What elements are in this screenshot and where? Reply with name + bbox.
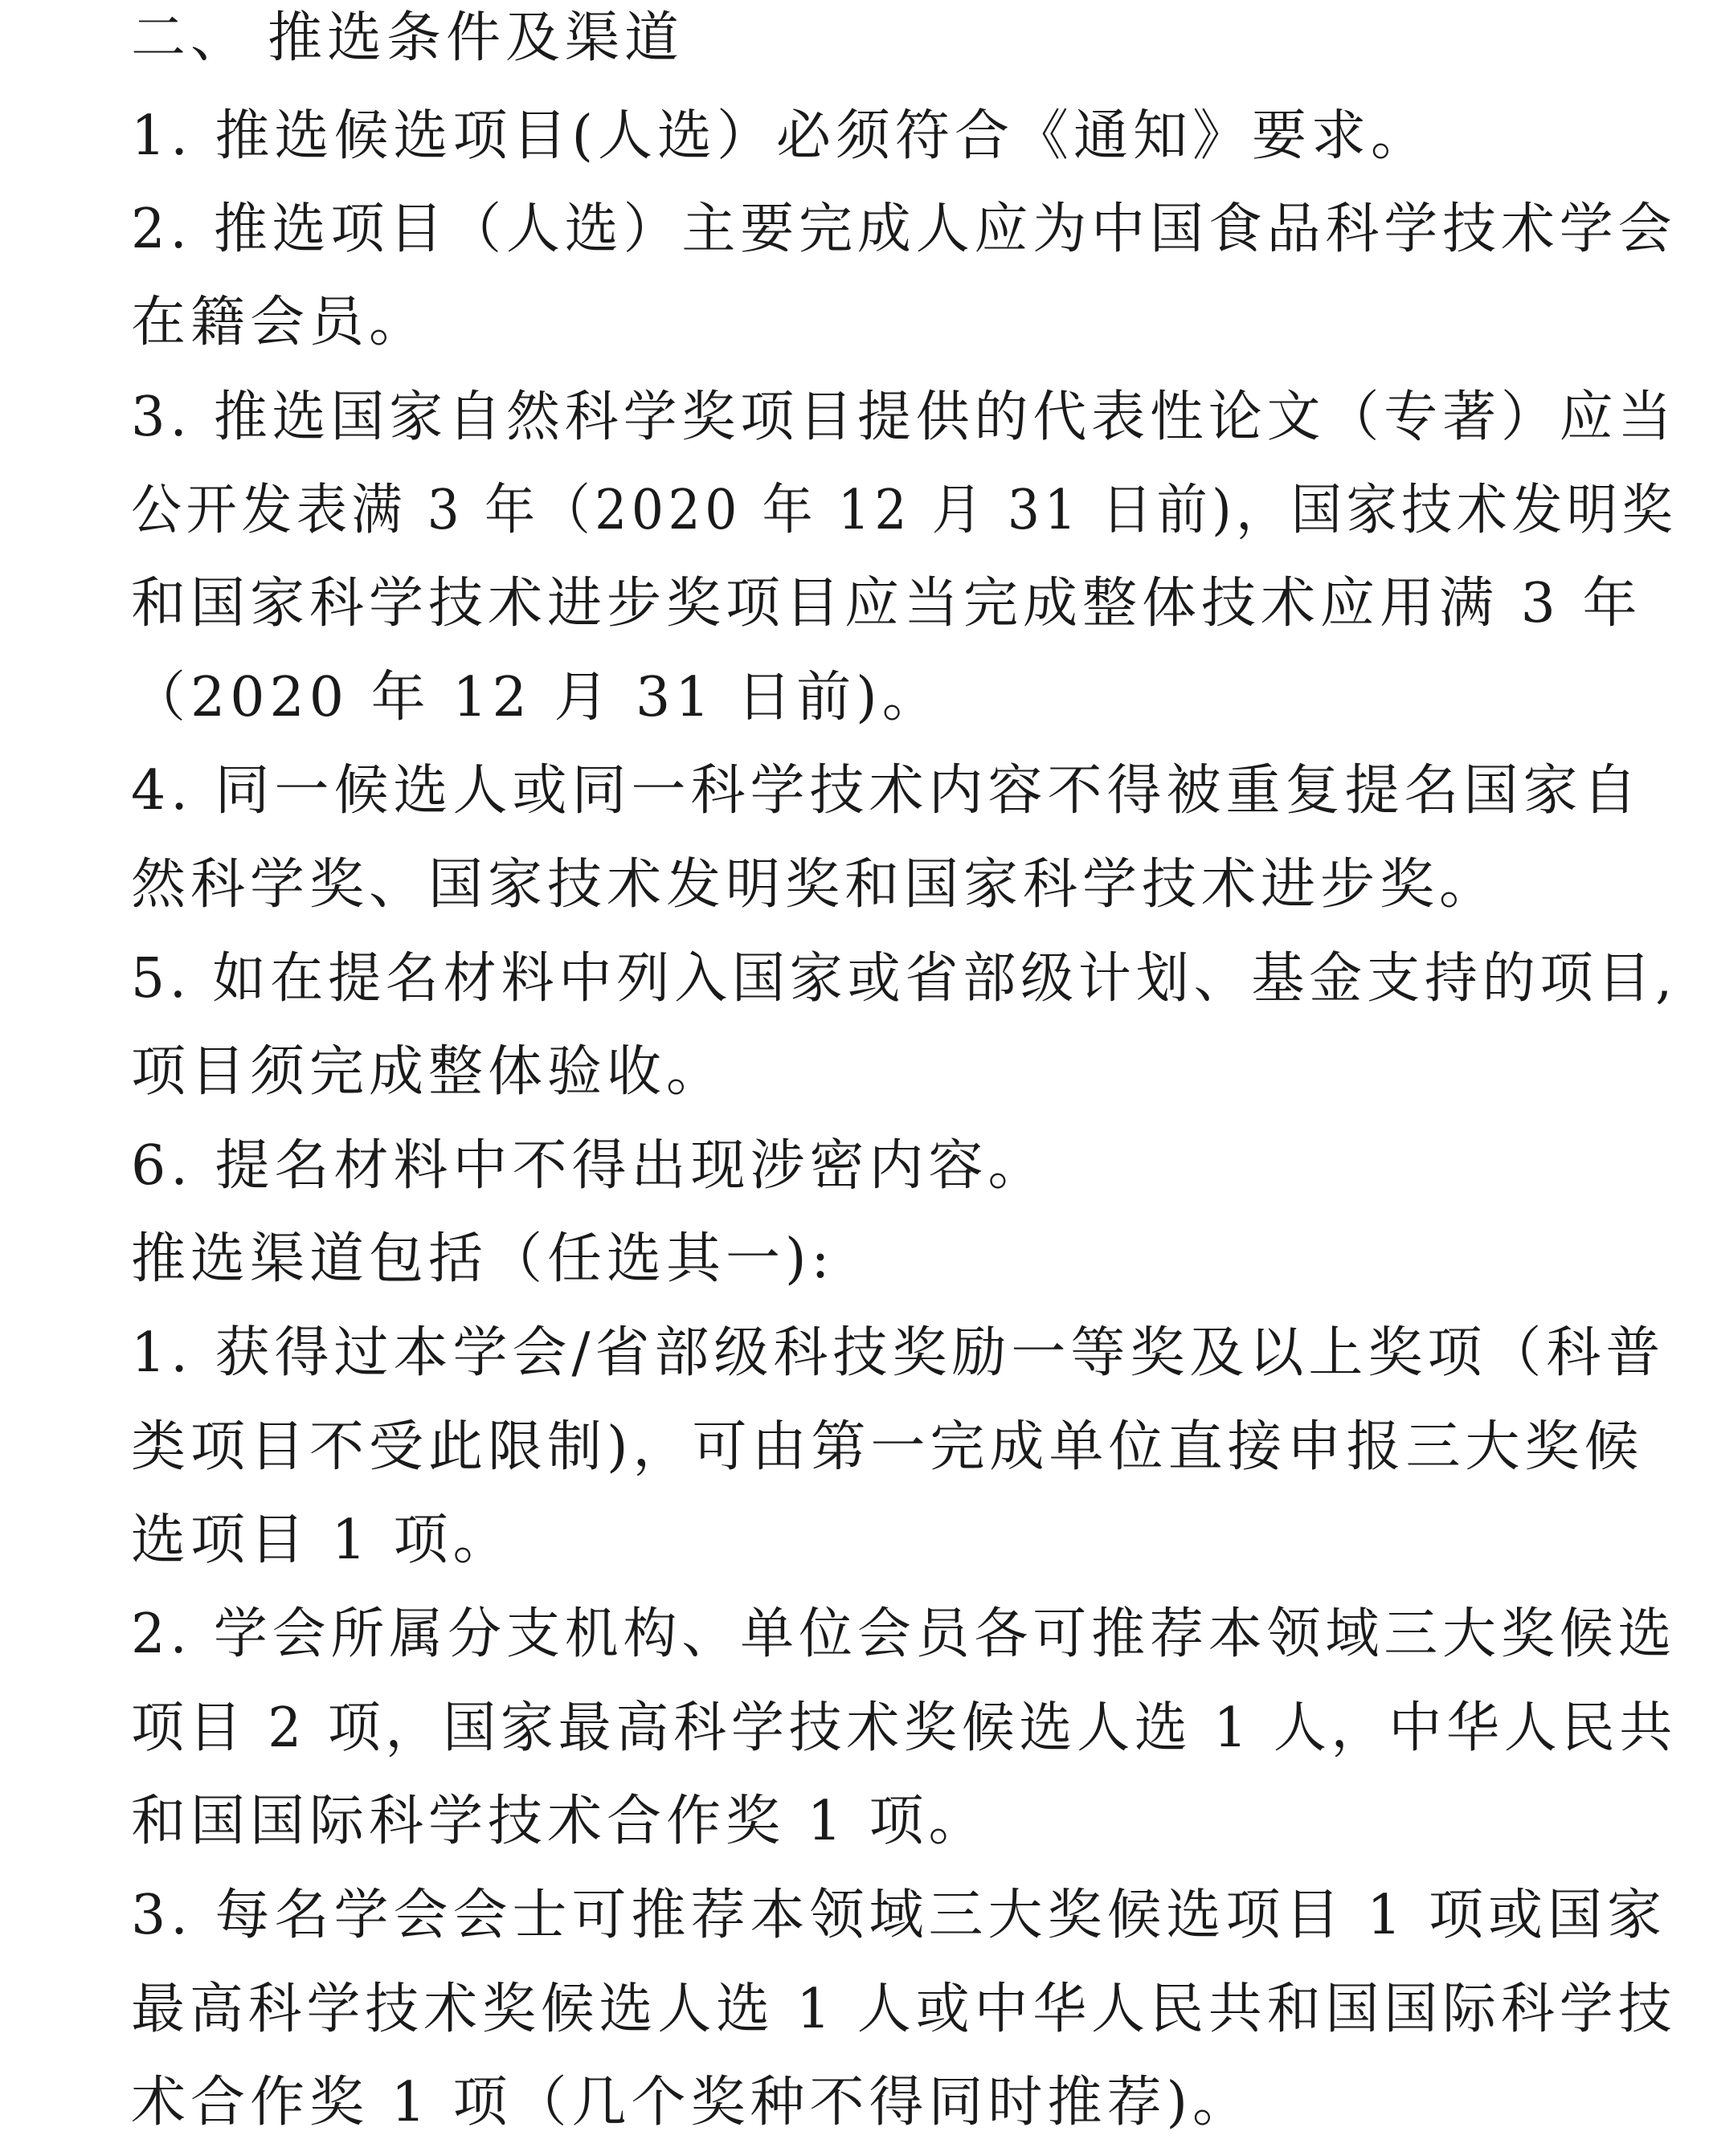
text-line: 和国家科学技术进步奖项目应当完成整体技术应用满 3 年 — [131, 572, 1642, 635]
text-line: 5. 如在提名材料中列入国家或省部级计划、基金支持的项目, — [131, 947, 1678, 1011]
section-title: 推选条件及渠道 — [268, 6, 685, 70]
text-line: 项目 2 项，国家最高科学技术奖候选人选 1 人，中华人民共 — [131, 1697, 1678, 1760]
text-line: 1. 推选候选项目(人选）必须符合《通知》要求。 — [131, 104, 1431, 168]
text-line: 术合作奖 1 项（几个奖种不得同时推荐)。 — [131, 2071, 1253, 2134]
text-line: 在籍会员。 — [131, 291, 429, 354]
section-heading — [131, 5, 684, 72]
text-line: 最高科学技术奖候选人选 1 人或中华人民共和国国际科学技 — [131, 1978, 1677, 2041]
section-number: 二、 — [131, 6, 251, 70]
text-line: （2020 年 12 月 31 日前)。 — [131, 666, 942, 729]
text-line: 公开发表满 3 年（2020 年 12 月 31 日前)，国家技术发明奖 — [131, 479, 1678, 542]
text-line: 4. 同一候选人或同一科学技术内容不得被重复提名国家自 — [131, 759, 1642, 823]
text-line: 3. 推选国家自然科学奖项目提供的代表性论文（专著）应当 — [131, 386, 1677, 449]
text-line: 3. 每名学会会士可推荐本领域三大奖候选项目 1 项或国家 — [131, 1884, 1666, 1947]
text-line: 然科学奖、国家技术发明奖和国家科学技术进步奖。 — [131, 853, 1499, 917]
text-line: 6. 提名材料中不得出现涉密内容。 — [131, 1134, 1048, 1198]
text-line: 推选渠道包括（任选其一): — [131, 1227, 835, 1291]
text-line: 和国国际科学技术合作奖 1 项。 — [131, 1790, 988, 1853]
text-line: 类项目不受此限制)，可由第一完成单位直接申报三大奖候 — [131, 1415, 1644, 1479]
text-line: 项目须完成整体验收。 — [131, 1040, 726, 1104]
text-line: 2. 学会所属分支机构、单位会员各可推荐本领域三大奖候选 — [131, 1603, 1677, 1666]
text-line: 1. 获得过本学会/省部级科技奖励一等奖及以上奖项（科普 — [131, 1321, 1666, 1385]
text-line: 选项目 1 项。 — [131, 1509, 513, 1572]
text-line: 2. 推选项目（人选）主要完成人应为中国食品科学技术学会 — [131, 198, 1677, 261]
